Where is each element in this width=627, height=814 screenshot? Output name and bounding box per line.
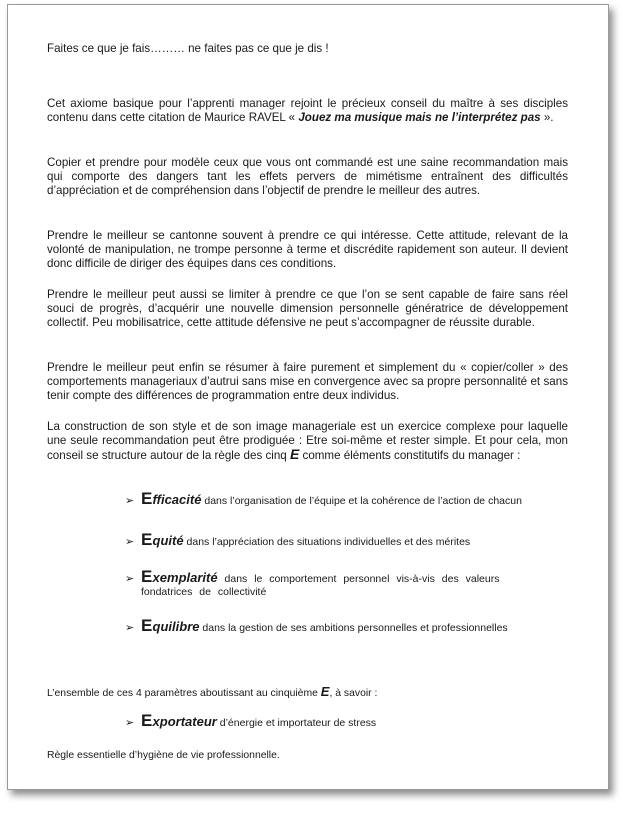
bullet-word: xportateur [152, 714, 217, 729]
ravel-text-end: ». [540, 110, 554, 124]
bullet-word: quilibre [152, 619, 200, 634]
ravel-text: Cet axiome basique pour l’apprenti manager rejoint le précieux conseil du maître à ses disciples contenu dans cette citation de Maurice RAVEL « [47, 97, 568, 124]
letter-e: E [320, 684, 330, 699]
bullet-text: dans l’organisation de l’équipe et la cohérence de l’action de chacun [201, 495, 522, 507]
paragraph-limiter: Prendre le meilleur peut aussi se limiter à prendre ce que l’on se sent capable de faire sans réel souci de progrès, d’acquérir une nouvelle dimension personnelle génératrice de développement collectif. Peu mobilisatrice, cette attitude défensive ne peut s’accompagner de réussite durable. [47, 288, 568, 329]
bullet-text: dans le comportement personnel vis-à-vis des valeurs [217, 573, 500, 585]
letter-e: E [289, 445, 300, 462]
bullet-equite [125, 530, 471, 549]
arrow-bullet-icon: ➢ [125, 717, 135, 729]
paragraph-ravel [47, 97, 568, 125]
cinquieme-text-end: , à savoir : [329, 688, 378, 699]
arrow-bullet-icon: ➢ [125, 536, 135, 548]
cinquieme-text: L’ensemble de ces 4 paramètres aboutissant au cinquième [47, 688, 321, 699]
bullet-initial: E [141, 616, 153, 635]
bullet-text: dans la gestion de ses ambitions personnelles et professionnelles [199, 622, 508, 634]
bullet-word: xemplarité [152, 570, 218, 585]
bullet-efficacite [125, 489, 522, 508]
bullet-exportateur [125, 711, 377, 730]
bullet-word: fficacité [152, 492, 202, 507]
bullet-text-continued: fondatrices de collectivité [141, 586, 267, 598]
closing-line: Règle essentielle d’hygiène de vie professionnelle. [47, 750, 280, 761]
paragraph-cinquieme [47, 685, 377, 700]
arrow-bullet-icon: ➢ [125, 622, 135, 634]
document-page [7, 4, 609, 790]
paragraph-copier: Copier et prendre pour modèle ceux que vous ont commandé est une saine recommandation mais qui comporte des dangers tant les effets pervers de mimétisme entraînent des difficultés d’appréciation et de compréhension dans l’objectif de prendre le meilleur des autres. [47, 156, 568, 197]
bullet-initial: E [141, 530, 153, 549]
bullet-initial: E [141, 567, 153, 586]
bullet-text: d’énergie et importateur de stress [216, 717, 377, 729]
bullet-equilibre [125, 616, 508, 635]
construction-text-end: comme éléments constitutifs du manager : [299, 448, 521, 462]
bullet-exemplarite [125, 567, 545, 599]
paragraph-construction [47, 420, 568, 462]
bullet-text: dans l’appréciation des situations individuelles et des mérites [183, 536, 471, 548]
paragraph-interesse: Prendre le meilleur se cantonne souvent à prendre ce qui intéresse. Cette attitude, relevant de la volonté de manipulation, ne trompe personne à terme et discrédite rapidement son auteur. Il devient donc difficile de diriger des équipes dans ces conditions. [47, 229, 568, 270]
construction-text: La construction de son style et de son image manageriale est un exercice complexe pour laquelle une seule recommandation peut être prodiguée : Etre soi-même et rester simple. Et pour cela, mon conseil se structure autour de la règle des cinq [47, 420, 568, 462]
bullet-initial: E [141, 711, 153, 730]
bullet-word: quité [152, 533, 184, 548]
paragraph-copier-coller: Prendre le meilleur peut enfin se résumer à faire purement et simplement du « copier/coller » des comportements manageriaux d’autrui sans mise en convergence avec sa propre personnalité et sans tenir compte des différences de programmation entre deux individus. [47, 361, 568, 402]
arrow-bullet-icon: ➢ [125, 573, 135, 585]
intro-line: Faites ce que je fais……… ne faites pas ce que je dis ! [47, 42, 329, 55]
bullet-initial: E [141, 489, 153, 508]
arrow-bullet-icon: ➢ [125, 495, 135, 507]
ravel-quote: Jouez ma musique mais ne l’interprétez pas [298, 110, 541, 124]
